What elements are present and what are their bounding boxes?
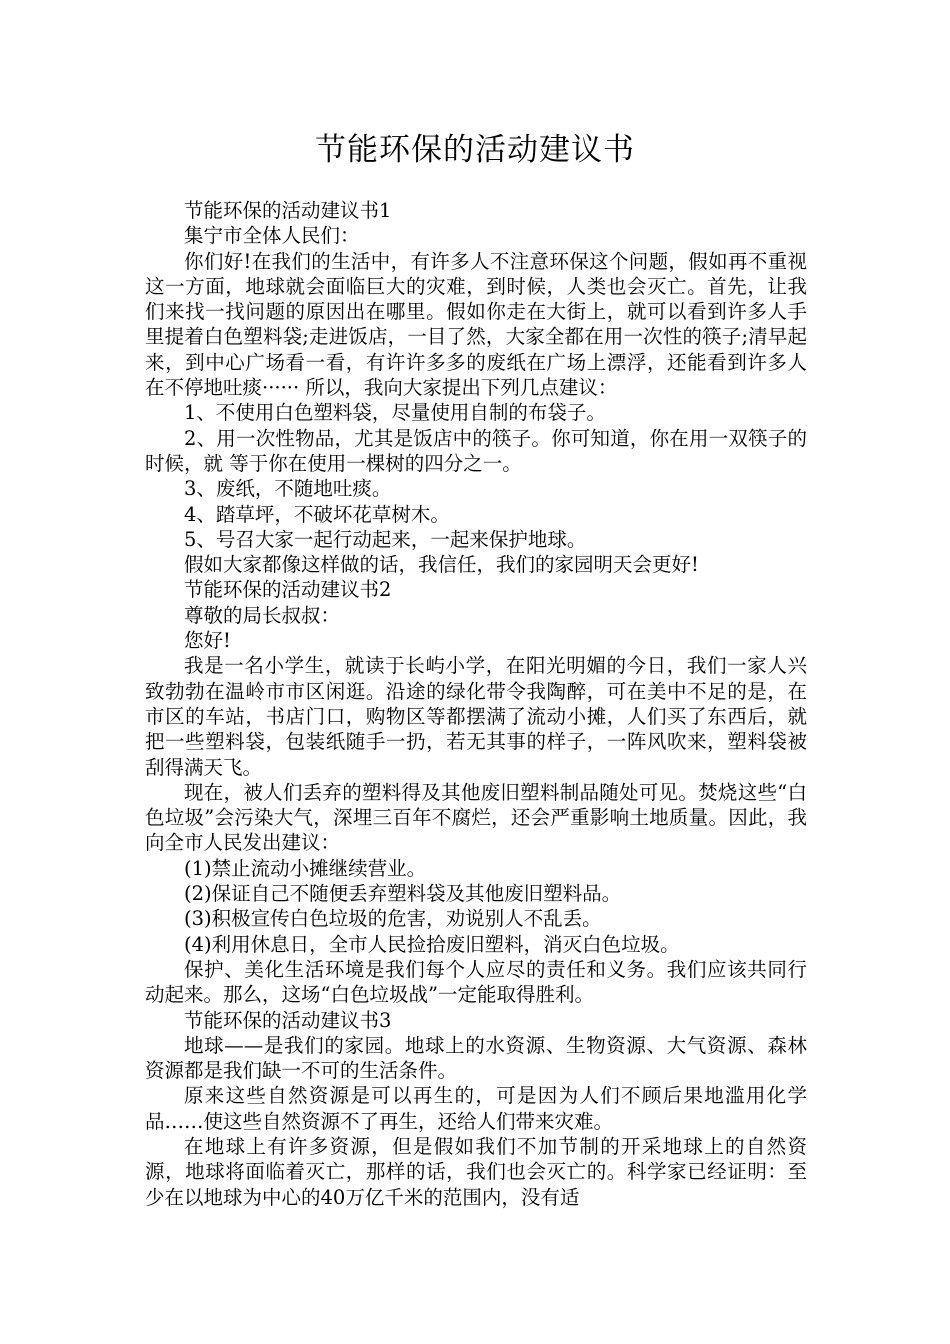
section-heading-2: 节能环保的活动建议书2 [184,578,392,602]
salutation: 尊敬的局长叔叔： [184,603,341,627]
list-item: (2)保证自己不随便丢弃塑料袋及其他废旧塑料品。 [184,882,622,906]
paragraph: 现在，被人们丢弃的塑料得及其他废旧塑料制品随处可见。焚烧这些“白色垃圾”会污染大气，深埋三百年不腐烂，还会严重影响土地质量。因此，我向全市人民发出建议： [145,780,807,855]
document-title: 节能环保的活动建议书 [315,132,635,168]
greeting: 您好! [184,629,231,653]
paragraph: 地球——是我们的家园。地球上的水资源、生物资源、大气资源、森林资源都是我们缺一不可的生活条件。 [145,1033,807,1083]
paragraph: 保护、美化生活环境是我们每个人应尽的责任和义务。我们应该共同行动起来。那么，这场“白色垃圾战”一定能取得胜利。 [145,957,807,1007]
list-item: (1)禁止流动小摊继续营业。 [184,856,427,880]
paragraph: 你们好!在我们的生活中，有许多人不注意环保这个问题，假如再不重视这一方面，地球就会面临巨大的灾难，到时候，人类也会灭亡。首先，让我们来找一找问题的原因出在哪里。假如你走在大街上，就可以看到许多人手里提着白色塑料袋;走进饭店，一目了然，大家全都在用一次性的筷子;清早起来，到中心广场看一看，有许许多多的废纸在广场上漂浮，还能看到许多人在不停地吐痰······ 所以，我向大家提出下列几点建议： [145,249,807,400]
list-item: 1、不使用白色塑料袋，尽量使用自制的布袋子。 [184,401,606,425]
section-heading-1: 节能环保的活动建议书1 [184,199,392,222]
list-item: (4)利用休息日，全市人民捡拾废旧塑料，消灭白色垃圾。 [184,932,680,956]
salutation: 集宁市全体人民们： [184,224,360,248]
list-item: (3)积极宣传白色垃圾的危害，劝说别人不乱丢。 [184,907,602,931]
paragraph: 原来这些自然资源是可以再生的，可是因为人们不顾后果地滥用化学品……使这些自然资源不了再生，还给人们带来灾难。 [145,1084,807,1133]
list-item: 5、号召大家一起行动起来，一起来保护地球。 [184,527,587,551]
section-heading-3: 节能环保的活动建议书3 [184,1008,392,1032]
paragraph: 在地球上有许多资源，但是假如我们不加节制的开采地球上的自然资源，地球将面临着灭亡，那样的话，我们也会灭亡的。科学家已经证明：至少在以地球为中心的40万亿千米的范围内，没有适 [145,1134,807,1209]
list-item: 3、废纸，不随地吐痰。 [184,477,392,501]
document-body [145,198,807,1210]
paragraph: 我是一名小学生，就读于长屿小学，在阳光明媚的今日，我们一家人兴致勃勃在温岭市市区闲逛。沿途的绿化带令我陶醉，可在美中不足的是，在市区的车站，书店门口，购物区等都摆满了流动小摊，人们买了东西后，就把一些塑料袋，包装纸随手一扔，若无其事的样子，一阵风吹来，塑料袋被刮得满天飞。 [145,654,807,779]
paragraph: 假如大家都像这样做的话，我信任，我们的家园明天会更好! [184,553,699,577]
list-item: 4、踏草坪，不破坏花草树木。 [184,502,450,526]
list-item: 2、用一次性物品，尤其是饭店中的筷子。你可知道，你在用一双筷子的时候，就 等于你在使用一棵树的四分之一。 [145,426,807,475]
